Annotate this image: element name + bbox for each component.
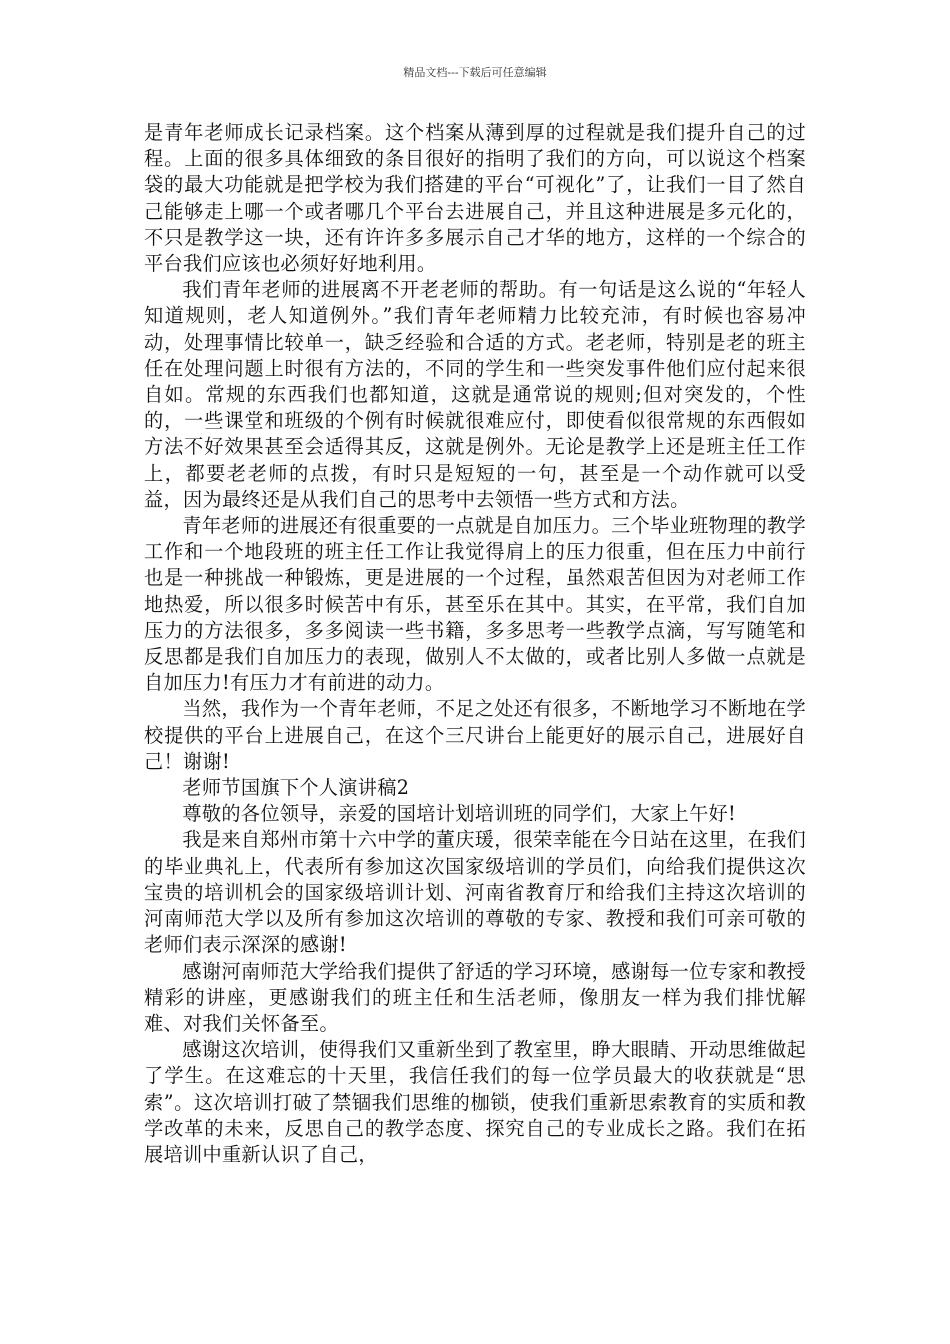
paragraph-7: 感谢河南师范大学给我们提供了舒适的学习环境，感谢每一位专家和教授精彩的讲座，更感谢我们的班主任和生活老师，像朋友一样为我们排忧解难、对我们关怀备至。 xyxy=(144,959,806,1035)
paragraph-6: 我是来自郑州市第十六中学的董庆瑗，很荣幸能在今日站在这里，在我们的毕业典礼上，代表所有参加这次国家级培训的学员们，向给我们提供这次宝贵的培训机会的国家级培训计划、河南省教育厅和给我们主持这次培训的河南师范大学以及所有参加这次培训的尊敬的专家、教授和我们可亲可敬的老师们表示深深的感谢! xyxy=(144,828,806,957)
speech-title: 老师节国旗下个人演讲稿2 xyxy=(182,776,410,800)
page-header: 精品文档---下载后可任意编辑 xyxy=(403,66,547,79)
paragraph-1: 是青年老师成长记录档案。这个档案从薄到厚的过程就是我们提升自己的过程。上面的很多具体细致的条目很好的指明了我们的方向，可以说这个档案袋的最大功能就是把学校为我们搭建的平台“可视化”了，让我们一目了然自己能够走上哪一个或者哪几个平台去进展自己，并且这种进展是多元化的，不只是教学这一块，还有许许多多展示自己才华的地方，这样的一个综合的平台我们应该也必须好好地利用。 xyxy=(144,121,806,276)
document-body xyxy=(144,120,806,1168)
paragraph-2: 我们青年老师的进展离不开老老师的帮助。有一句话是这么说的“年轻人知道规则，老人知道例外。”我们青年老师精力比较充沛，有时候也容易冲动，处理事情比较单一，缺乏经验和合适的方式。老老师，特别是老的班主任在处理问题上时很有方法的，不同的学生和一些突发事件他们应付起来很自如。常规的东西我们也都知道，这就是通常说的规则;但对突发的，个性的，一些课堂和班级的个例有时候就很难应付，即使看似很常规的东西假如方法不好效果甚至会适得其反，这就是例外。无论是教学上还是班主任工作上，都要老老师的点拨，有时只是短短的一句，甚至是一个动作就可以受益，因为最终还是从我们自己的思考中去领悟一些方式和方法。 xyxy=(144,278,806,511)
paragraph-3: 青年老师的进展还有很重要的一点就是自加压力。三个毕业班物理的教学工作和一个地段班的班主任工作让我觉得肩上的压力很重，但在压力中前行也是一种挑战一种锻炼，更是进展的一个过程，虽然艰苦但因为对老师工作地热爱，所以很多时候苦中有乐，甚至乐在其中。其实，在平常，我们自加压力的方法很多，多多阅读一些书籍，多多思考一些教学点滴，写写随笔和反思都是我们自加压力的表现，做别人不太做的，或者比别人多做一点就是自加压力!有压力才有前进的动力。 xyxy=(144,514,806,695)
paragraph-4: 当然，我作为一个青年老师，不足之处还有很多，不断地学习不断地在学校提供的平台上进展自己，在这个三尺讲台上能更好的展示自己，进展好自己！谢谢! xyxy=(144,697,806,773)
paragraph-5: 尊敬的各位领导，亲爱的国培计划培训班的同学们，大家上午好! xyxy=(182,802,737,826)
paragraph-8: 感谢这次培训，使得我们又重新坐到了教室里，睁大眼睛、开动思维做起了学生。在这难忘的十天里，我信任我们的每一位学员最大的收获就是“思索”。这次培训打破了禁锢我们思维的枷锁，使我们重新思索教育的实质和教学改革的未来，反思自己的教学态度、探究自己的专业成长之路。我们在拓展培训中重新认识了自己， xyxy=(144,1038,806,1166)
